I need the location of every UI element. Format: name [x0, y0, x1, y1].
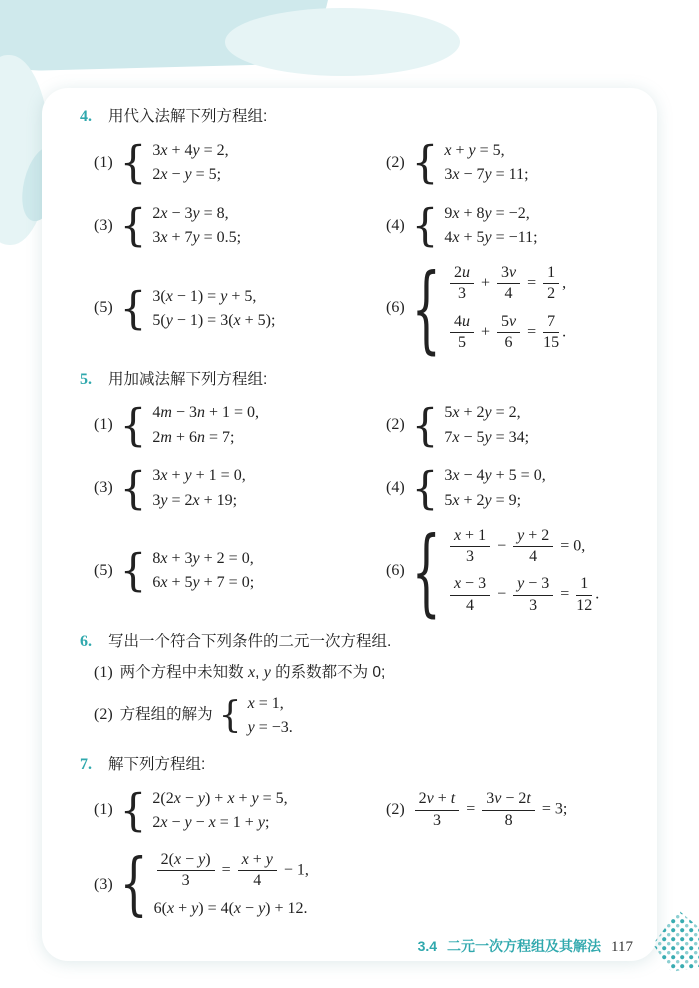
equation-line: 2(2x − y) + x + y = 5,: [152, 789, 288, 807]
equation-line: 5(y − 1) = 3(x + 5);: [152, 311, 276, 329]
problem-title-row: [80, 631, 623, 653]
equation-line: 7x − 5y = 34;: [444, 428, 530, 446]
items-grid: [94, 851, 623, 919]
equation-line: 8x + 3y + 2 = 0,: [152, 550, 254, 568]
left-brace-icon: [412, 464, 439, 513]
fraction: $\frac{x + 1}{3}$: [450, 527, 490, 567]
exercise-item-5-2: [386, 401, 623, 450]
equation-line: 3x + 7y = 0.5;: [152, 229, 242, 246]
equation-system: [444, 402, 529, 447]
left-brace-icon: [120, 546, 147, 595]
fraction: $\frac{7}{15}$: [543, 312, 560, 352]
item-label: (4): [386, 216, 405, 234]
fraction: $\frac{5v}{6}$: [497, 313, 520, 353]
left-brace-icon: [412, 401, 439, 450]
page-footer: [418, 936, 633, 956]
exercise-item-7-2: [386, 790, 623, 830]
problem-title: 用代入法解下列方程组:: [108, 108, 268, 125]
item-label: (3): [94, 479, 113, 497]
equation-line: 3x + y + 1 = 0,: [152, 467, 246, 485]
equation-line: 5x + 2y = 2,: [444, 404, 521, 422]
equation-line: x + y = 5,: [444, 141, 505, 159]
equation-line: 4m − 3n + 1 = 0,: [152, 404, 260, 422]
left-brace-icon: [412, 527, 441, 616]
item-label: (2): [386, 416, 405, 434]
exercise-item-4-1: [94, 138, 386, 187]
equation-system: [152, 140, 228, 185]
equation-system: [152, 548, 254, 593]
exercise-item-4-2: [386, 138, 623, 187]
left-brace-icon: [120, 401, 147, 450]
item-label: (5): [94, 299, 113, 317]
equation-line: 9x + 8y = −2,: [444, 204, 530, 222]
problem-number: 4.: [80, 108, 92, 125]
exercise-item-4-5: [94, 284, 386, 333]
equation-system: [444, 140, 528, 185]
problem-title-row: [80, 754, 623, 776]
fraction: $\frac{2u}{3}$: [450, 264, 474, 304]
items-grid: [94, 786, 623, 835]
left-brace-icon: [120, 284, 147, 333]
item-label: (3): [94, 875, 113, 893]
background-blob-top-light: [225, 8, 460, 76]
condition-text: 方程组的解为: [119, 705, 213, 723]
fraction: $\frac{x + y}{4}$: [238, 851, 277, 891]
equation-line: 3y = 2x + 19;: [152, 491, 238, 509]
equation-line: 3x − 4y + 5 = 0,: [444, 467, 546, 485]
exercise-item-6-1: [94, 662, 623, 683]
fraction: $\frac{2(x - y)}{3}$: [157, 851, 215, 891]
problem-number: 6.: [80, 633, 92, 651]
left-brace-icon: [120, 851, 148, 919]
left-brace-icon: [412, 138, 439, 187]
item-label: (5): [94, 561, 113, 579]
exercise-item-5-1: [94, 401, 386, 450]
equation-line: 3x − 7y = 11;: [444, 166, 529, 183]
equation-line: x = 1,: [247, 694, 284, 712]
items-grid: [94, 138, 623, 353]
left-brace-icon: [412, 201, 439, 250]
item-label: (1): [94, 416, 113, 434]
page-number: 117: [611, 939, 633, 955]
content-card: [42, 88, 657, 961]
item-label: (6): [386, 299, 405, 317]
equation-system: [447, 527, 599, 616]
dots-decoration: [653, 910, 699, 972]
equation-system: [152, 788, 287, 833]
fraction: $\frac{3v - 2t}{8}$: [482, 790, 535, 830]
items-grid: [94, 401, 623, 616]
problem-7: [80, 754, 623, 919]
equation-line: y = −3.: [247, 718, 293, 736]
equation-system: [444, 203, 537, 248]
item-label: (1): [94, 801, 113, 819]
equation-line: 2x − y = 5;: [152, 166, 222, 183]
problem-5: [80, 369, 623, 616]
item-label: (1): [94, 153, 113, 171]
item-label: (3): [94, 216, 113, 234]
equation-line: $\frac{2u}{3}$ + $\frac{3v}{4}$ = $\frac{1}{2}$ ,: [447, 264, 566, 304]
equation-system: [154, 851, 309, 919]
equation-system: [152, 203, 241, 248]
equation-line: $\frac{4u}{5}$ + $\frac{5v}{6}$ = $\frac{7}{15}$ .: [447, 313, 566, 353]
equation-line: 2x − y − x = 1 + y;: [152, 813, 270, 831]
item-label: (1): [94, 663, 113, 681]
item-label: (6): [386, 561, 405, 579]
equation-line: 5x + 2y = 9;: [444, 491, 522, 509]
problem-title: 用加减法解下列方程组:: [108, 370, 268, 388]
problem-title: 写出一个符合下列条件的二元一次方程组.: [108, 633, 392, 651]
equation-line: 3(x − 1) = y + 5,: [152, 287, 257, 305]
equation-system: [447, 264, 566, 353]
exercise-item-4-4: [386, 201, 623, 250]
equation-line: 6x + 5y + 7 = 0;: [152, 574, 255, 592]
exercise-item-7-1: [94, 786, 386, 835]
fraction: $\frac{y - 3}{3}$: [513, 575, 553, 615]
equation-line: $\frac{x - 3}{4}$ − $\frac{y - 3}{3}$ = $\frac{1}{12}$ .: [447, 575, 599, 615]
fraction: $\frac{2v + t}{3}$: [415, 790, 460, 830]
equation-system: [444, 465, 545, 510]
item-label: (4): [386, 479, 405, 497]
equation-system: [152, 465, 245, 510]
equation-line: 4x + 5y = −11;: [444, 229, 538, 246]
equation-system: [152, 402, 259, 447]
problem-number: 7.: [80, 755, 92, 773]
fraction: $\frac{1}{12}$: [576, 575, 593, 614]
exercise-item-4-6: [386, 264, 623, 353]
equation-line: 2m + 6n = 7;: [152, 428, 235, 446]
exercise-item-4-3: [94, 201, 386, 250]
exercise-item-5-4: [386, 464, 623, 513]
fraction: $\frac{4u}{5}$: [450, 313, 474, 353]
equation-line: 6(x + y) = 4(x − y) + 12.: [153, 899, 308, 917]
equation-line: $\frac{2v + t}{3}$ = $\frac{3v - 2t}{8}$ = 3;: [412, 790, 568, 830]
problem-title: 解下列方程组:: [108, 755, 206, 773]
section-number: 3.4: [417, 938, 438, 954]
left-brace-icon: [120, 786, 147, 835]
problem-number: 5.: [80, 370, 92, 388]
problem-4: [80, 106, 623, 353]
equation-line: 3x + 4y = 2,: [152, 141, 229, 159]
condition-text: 两个方程中未知数 x, y 的系数都不为 0;: [119, 664, 386, 682]
exercise-item-6-2: [94, 693, 623, 738]
item-label: (2): [94, 706, 113, 724]
exercise-item-7-3: [94, 851, 386, 919]
equation-system: [152, 286, 275, 331]
left-brace-icon: [120, 464, 147, 513]
fraction: $\frac{1}{2}$: [543, 264, 559, 304]
problem-6: [80, 631, 623, 738]
left-brace-icon: [219, 693, 242, 738]
equation-line: $\frac{x + 1}{3}$ − $\frac{y + 2}{4}$ = 0,: [447, 527, 599, 567]
left-brace-icon: [412, 264, 441, 353]
equation-line: 2x − 3y = 8,: [152, 204, 229, 222]
fraction: $\frac{x - 3}{4}$: [450, 575, 490, 615]
problem-title-row: [80, 369, 623, 391]
item-label: (2): [386, 801, 405, 819]
exercise-item-5-6: [386, 527, 623, 616]
exercise-item-5-3: [94, 464, 386, 513]
fraction: $\frac{3v}{4}$: [497, 264, 520, 304]
left-brace-icon: [120, 138, 147, 187]
equation-line: $\frac{2(x - y)}{3}$ = $\frac{x + y}{4}$ − 1,: [154, 851, 309, 891]
exercise-item-5-5: [94, 546, 386, 595]
equation-system: [248, 693, 293, 738]
chapter-title: 二元一次方程组及其解法: [447, 938, 602, 954]
fraction: $\frac{y + 2}{4}$: [513, 527, 553, 567]
problem-title-row: [80, 106, 623, 128]
item-label: (2): [386, 153, 405, 171]
left-brace-icon: [120, 201, 147, 250]
